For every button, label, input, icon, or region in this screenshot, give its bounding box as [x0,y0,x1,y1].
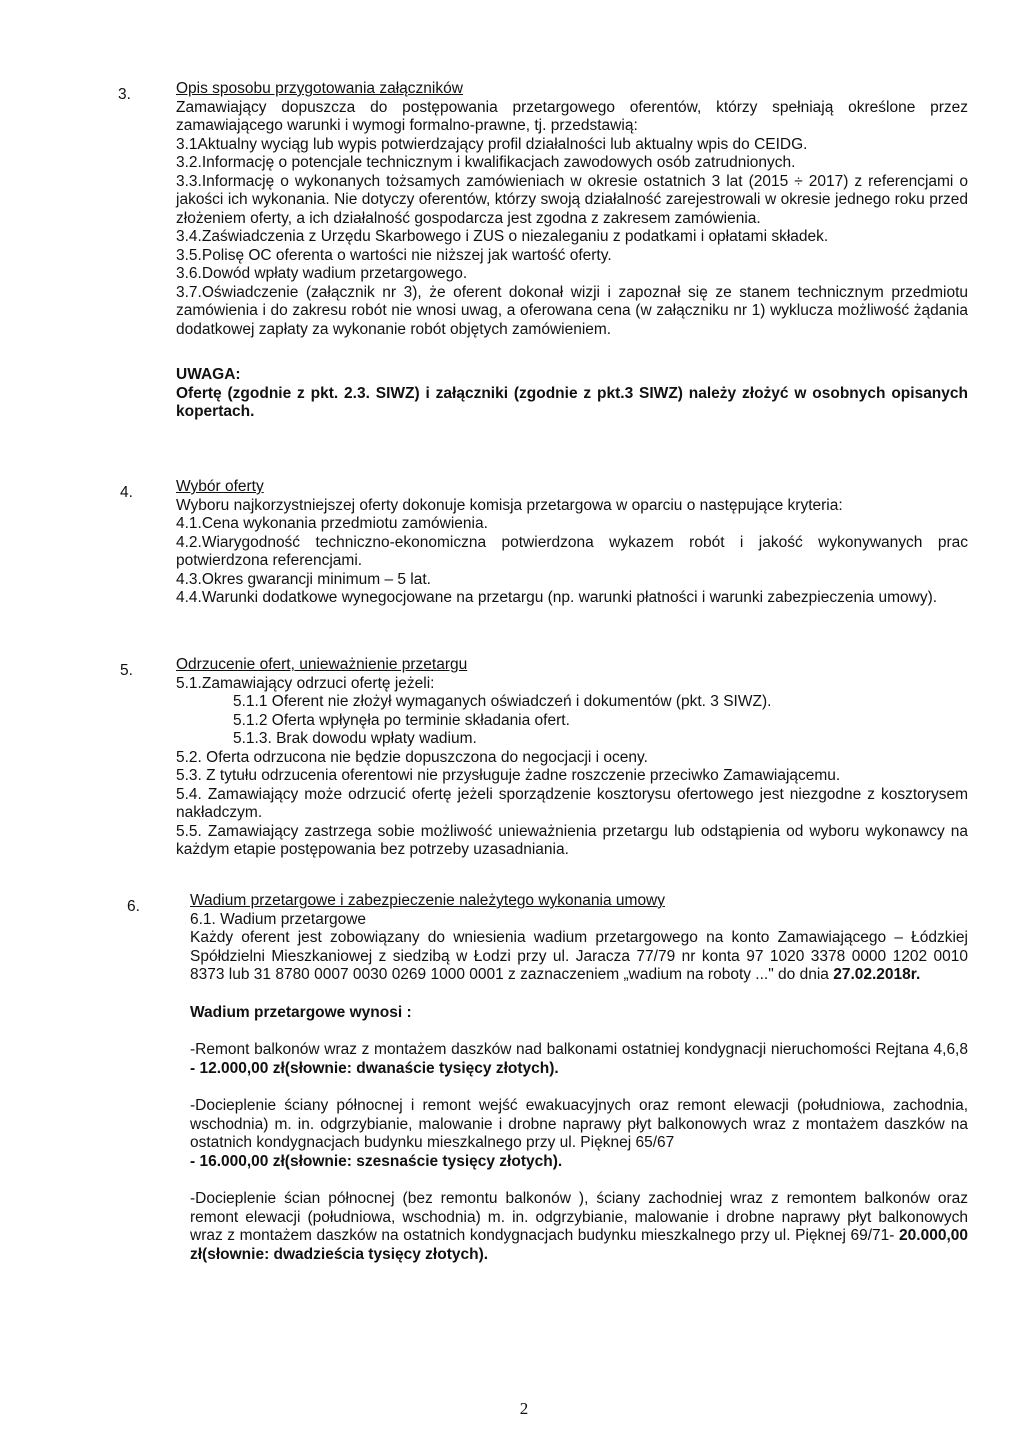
section-4 [176,478,968,608]
section-3-item: 3.1Aktualny wyciąg lub wypis potwierdzający profil działalności lub aktualny wpis do CEIDG. [176,135,808,153]
section-4-number: 4. [120,484,133,501]
wadium-heading: Wadium przetargowe wynosi : [190,1003,412,1021]
section-3-item: 3.4.Zaświadczenia z Urzędu Skarbowego i ZUS o niezaleganiu z podatkami i opłatami składek. [176,228,829,245]
wadium-item-rejtana: -Remont balkonów wraz z montażem daszków nad balkonami ostatniej kondygnacji nieruchomości Rejtana 4,6,8 - 12.000,00 zł(słownie: dwanaście tysięcy złotych). [190,1041,968,1077]
section-4-item: 4.2.Wiarygodność techniczno-ekonomiczna potwierdzona wykazem robót i jakość wykonywanych prac potwierdzona referencjami. [176,533,968,569]
section-3 [176,80,968,422]
section-3-item: 3.5.Polisę OC oferenta o wartości nie niższej jak wartość oferty. [176,246,612,264]
section-4-item: 4.4.Warunki dodatkowe wynegocjowane na przetargu (np. warunki płatności i warunki zabezpieczenia umowy). [176,589,938,606]
section-5-item: 5.4. Zamawiający może odrzucić ofertę jeżeli sporządzenie kosztorysu ofertowego jest niezgodne z kosztorysem nakładczym. [176,785,968,821]
section-3-item: 3.6.Dowód wpłaty wadium przetargowego. [176,265,468,282]
section-6-subtitle: 6.1. Wadium przetargowe [190,910,367,928]
section-4-item: 4.1.Cena wykonania przedmiotu zamówienia. [176,515,488,532]
section-3-title: Opis sposobu przygotowania załączników [176,80,463,97]
page-number: 2 [519,1399,529,1418]
section-5-title: Odrzucenie ofert, unieważnienie przetargu [176,656,468,673]
section-6 [190,892,968,1264]
wadium-amount: - 12.000,00 zł(słownie: dwanaście tysięcy złotych). [190,1059,559,1077]
section-5-item: 5.2. Oferta odrzucona nie będzie dopuszczona do negocjacji i oceny. [176,748,648,766]
uwaga-text: Ofertę (zgodnie z pkt. 2.3. SIWZ) i załączniki (zgodnie z pkt.3 SIWZ) należy złożyć w osobnych opisanych kopertach. [176,384,968,420]
section-4-title: Wybór oferty [176,478,264,495]
section-5-item: 5.1.Zamawiający odrzuci ofertę jeżeli: [176,674,435,692]
section-4-intro: Wyboru najkorzystniejszej oferty dokonuje komisja przetargowa w oparciu o następujące kryteria: [176,496,843,514]
wadium-deadline: 27.02.2018r. [833,966,921,983]
section-5-subitem: 5.1.1 Oferent nie złożył wymaganych oświadczeń i dokumentów (pkt. 3 SIWZ). [233,693,772,710]
section-5 [176,656,968,860]
section-5-subitem: 5.1.2 Oferta wpłynęła po terminie składania ofert. [233,711,570,729]
section-5-subitem: 5.1.3. Brak dowodu wpłaty wadium. [233,730,477,747]
section-6-number: 6. [127,898,140,915]
wadium-item-pieknej-65: -Docieplenie ściany północnej i remont wejść ewakuacyjnych oraz remont elewacji (południowa, zachodnia, wschodnia) m. in. odgrzybianie, malowanie i drobne naprawy płyt balkonowych wraz z montażem daszków na ostatnich kondygnacjach budynku mieszkalnego przy ul. Pięknej 65/67 - 16.000,00 zł(słownie: szesnaście tysięcy złotych). [190,1097,968,1170]
wadium-amount: 20.000,00 zł(słownie: dwadzieścia tysięcy złotych). [190,1227,968,1263]
section-3-item: 3.2.Informację o potencjale technicznym i kwalifikacjach zawodowych osób zatrudnionych. [176,154,796,171]
wadium-amount: - 16.000,00 zł(słownie: szesnaście tysięcy złotych). [190,1152,563,1170]
section-3-number: 3. [118,86,131,103]
section-3-intro: Zamawiający dopuszcza do postępowania przetargowego oferentów, którzy spełniają określone przez zamawiającego warunki i wymogi formalno-prawne, tj. przedstawią: [176,98,968,134]
section-6-title: Wadium przetargowe i zabezpieczenie należytego wykonania umowy [190,892,666,909]
wadium-paragraph: Każdy oferent jest zobowiązany do wniesienia wadium przetargowego na konto Zamawiającego – Łódzkiej Spółdzielni Mieszkaniowej z siedzibą w Łodzi przy ul. Jaracza 77/79 nr konta 97 1020 3378 0000 1202 0010 8373 lub 31 8780 0007 0030 0269 1000 0001 z zaznaczeniem „wadium na roboty ..." do dnia 27.02.2018r. [190,929,968,983]
section-5-item: 5.3. Z tytułu odrzucenia oferentowi nie przysługuje żadne roszczenie przeciwko Zamawiającemu. [176,767,841,784]
wadium-item-pieknej-69: -Docieplenie ścian północnej (bez remontu balkonów ), ściany zachodniej wraz z remontem balkonów oraz remont elewacji (południowa, wschodnia) m. in. odgrzybianie, malowanie i drobne naprawy płyt balkonowych wraz z montażem daszków na ostatnich kondygnacjach budynku mieszkalnego przy ul. Pięknej 69/71- 20.000,00 zł(słownie: dwadzieścia tysięcy złotych). [190,1190,968,1263]
section-3-item: 3.7.Oświadczenie (załącznik nr 3), że oferent dokonał wizji i zapoznał się ze stanem technicznym przedmiotu zamówienia i do zakresu robót nie wnosi uwag, a oferowana cena (w załączniku nr 1) wyklucza możliwość żądania dodatkowej zapłaty za wykonanie robót objętych zamówieniem. [176,283,968,338]
section-5-number: 5. [120,662,133,679]
uwaga-label: UWAGA: [176,366,241,383]
section-5-item: 5.5. Zamawiający zastrzega sobie możliwość unieważnienia przetargu lub odstąpienia od wyboru wykonawcy na każdym etapie postępowania bez potrzeby uzasadniania. [176,822,968,858]
section-3-item: 3.3.Informację o wykonanych tożsamych zamówieniach w okresie ostatnich 3 lat (2015 ÷ 2017) z referencjami o jakości ich wykonania. Nie dotyczy oferentów, którzy swoją działalność zarejestrowali w okresie jednego roku przed złożeniem oferty, a ich działalność gospodarcza jest zgodna z zakresem zamówienia. [176,172,968,227]
section-4-item: 4.3.Okres gwarancji minimum – 5 lat. [176,570,431,588]
